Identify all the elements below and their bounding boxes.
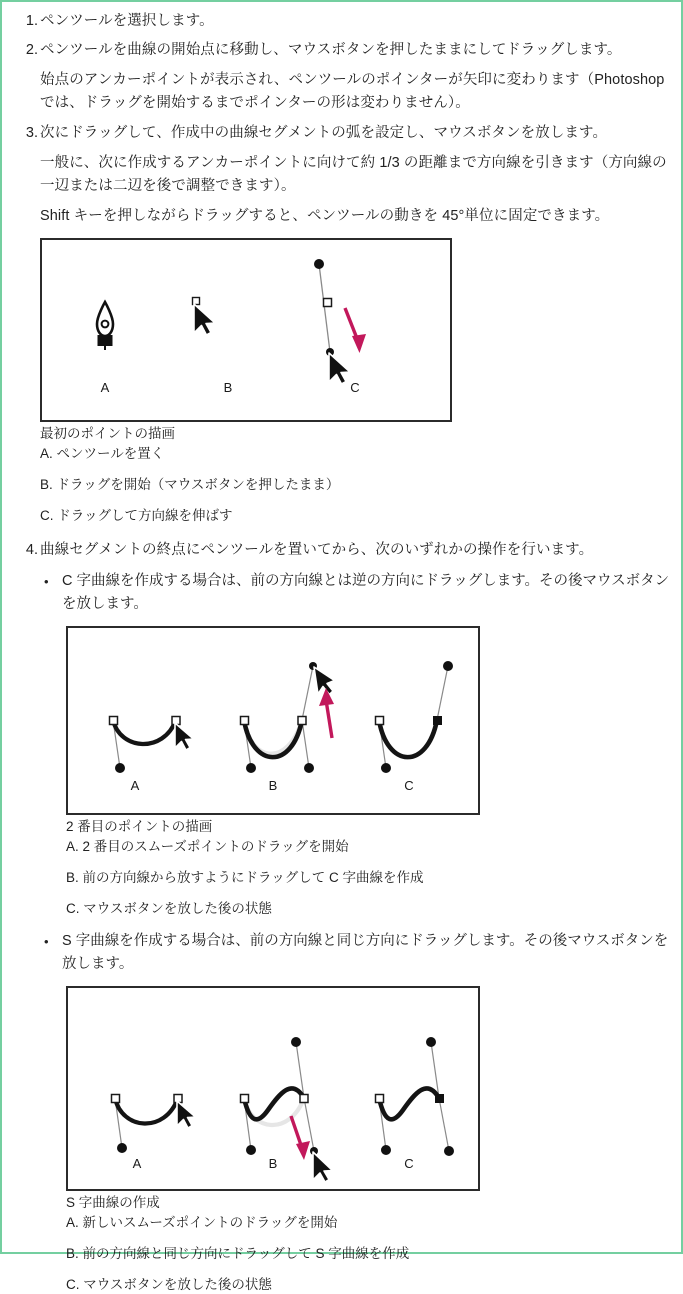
bullet-c-curve (40, 570, 671, 616)
figure-first-point (12, 238, 671, 525)
step-4-bullet-list (40, 570, 671, 616)
instruction-step-3 (12, 122, 671, 228)
figure-second-point-canvas (68, 628, 478, 813)
instruction-step-1 (12, 10, 671, 33)
instruction-step-list (12, 10, 671, 228)
figure-second-point-caption-title: 2 番目のポイントの描画 (66, 819, 213, 834)
figure-s-curve-frame (66, 986, 480, 1191)
figure-s-curve-panel-b-label: B (268, 1156, 278, 1171)
step-4-bullet-list-2 (12, 930, 671, 976)
figure-s-curve-panel-c-label: C (404, 1156, 414, 1171)
figure-s-curve-caption (66, 1193, 671, 1294)
drag-direction-arrow-icon (345, 308, 366, 353)
figure-first-point-caption-b: B. ドラッグを開始（マウスボタンを押したまま） (40, 477, 340, 492)
figure-first-point-caption-c: C. ドラッグして方向線を伸ばす (40, 508, 233, 523)
figure-second-point-caption (66, 817, 671, 918)
figure-s-curve (12, 986, 671, 1294)
figure-s-curve-panel-a-label: A (132, 1156, 142, 1171)
step-1-text: ペンツールを選択します。 (40, 13, 214, 29)
bullet-c-curve-text: • C 字曲線を作成する場合は、前の方向線とは逆の方向にドラッグします。その後マウスボタンを放します。 (62, 573, 670, 612)
figure-s-curve-caption-c: C. マウスボタンを放した後の状態 (66, 1277, 272, 1292)
document-content (2, 2, 681, 1294)
step-2-text: ペンツールを曲線の開始点に移動し、マウスボタンを押したままにしてドラッグします。 (40, 42, 622, 58)
instruction-step-list-continued (12, 539, 671, 616)
figure-s-curve-caption-a: A. 新しいスムーズポイントのドラッグを開始 (66, 1215, 338, 1230)
instruction-step-4 (12, 539, 671, 616)
step-3-text: 次にドラッグして、作成中の曲線セグメントの弧を設定し、マウスボタンを放します。 (40, 125, 608, 141)
figure-second-point-caption-c: C. マウスボタンを放した後の状態 (66, 901, 272, 916)
figure-second-point-caption-b: B. 前の方向線から放すようにドラッグして C 字曲線を作成 (66, 870, 424, 885)
figure-second-point-panel-a-label: A (130, 778, 140, 793)
bullet-s-curve (40, 930, 671, 976)
panel-b-drag-down (241, 1037, 333, 1182)
figure-second-point-panel-c-label: C (404, 778, 414, 793)
step-2-paragraph-1: 始点のアンカーポイントが表示され、ペンツールのポインターが矢印に変わります（Photoshop では、ドラッグを開始するまでポインターの形は変わりません）。 (40, 72, 665, 111)
step-4-text: 曲線セグメントの終点にペンツールを置いてから、次のいずれかの操作を行います。 (40, 542, 594, 558)
figure-second-point-panel-b-label: B (268, 778, 278, 793)
figure-first-point-frame (40, 238, 452, 422)
figure-s-curve-canvas (68, 988, 478, 1189)
drag-direction-arrow-icon (319, 688, 334, 738)
figure-first-point-caption-a: A. ペンツールを置く (40, 446, 165, 461)
panel-a-pen-tool (97, 302, 113, 350)
panel-b-anchor-cursor (193, 298, 216, 336)
panel-c-completed-s-curve (376, 1037, 455, 1156)
figure-second-point-frame (66, 626, 480, 815)
figure-first-point-panel-b-label: B (223, 380, 233, 395)
figure-first-point-panel-c-label: C (350, 380, 360, 395)
figure-first-point-canvas (42, 240, 450, 420)
drag-direction-arrow-icon (291, 1116, 310, 1160)
figure-second-point-caption-a: A. 2 番目のスムーズポイントのドラッグを開始 (66, 839, 349, 854)
bullet-s-curve-text: • S 字曲線を作成する場合は、前の方向線と同じ方向にドラッグします。その後マウスボタンを放します。 (62, 933, 669, 972)
panel-a-partial-curve (110, 717, 194, 774)
panel-b-drag-up (241, 662, 335, 773)
figure-second-point (12, 626, 671, 918)
step-3-paragraph-1: 一般に、次に作成するアンカーポイントに向けて約 1/3 の距離まで方向線を引きます（方向線の一辺または二辺を後で調整できます）。 (40, 155, 667, 194)
figure-first-point-caption (40, 424, 671, 525)
panel-c-completed-c-curve (376, 661, 454, 773)
figure-first-point-panel-a-label: A (100, 380, 110, 395)
figure-s-curve-caption-b: B. 前の方向線と同じ方向にドラッグして S 字曲線を作成 (66, 1246, 410, 1261)
step-3-paragraph-2: Shift キーを押しながらドラッグすると、ペンツールの動きを 45°単位に固定できます。 (40, 208, 610, 224)
figure-first-point-caption-title: 最初のポイントの描画 (40, 426, 175, 441)
panel-a-partial-curve (112, 1095, 196, 1154)
instruction-step-2 (12, 39, 671, 115)
panel-c-direction-line (314, 259, 366, 384)
figure-s-curve-caption-title: S 字曲線の作成 (66, 1195, 160, 1210)
